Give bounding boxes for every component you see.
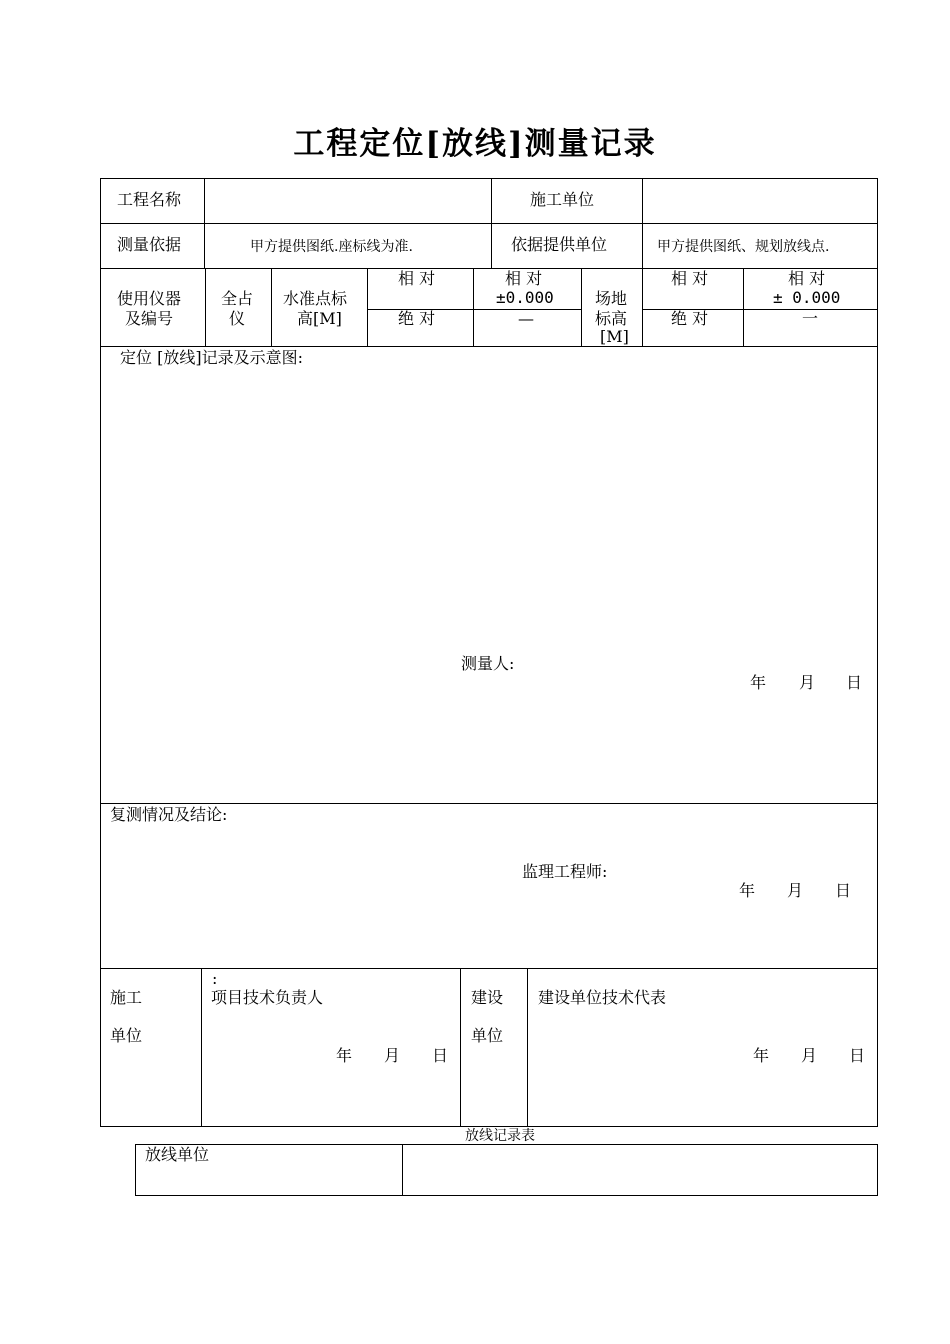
recheck-month-label: 月: [787, 881, 804, 900]
surveyor-label: 测量人:: [461, 654, 515, 673]
basis-provider-label: 依据提供单位: [511, 235, 608, 254]
site-relative-label: 相 对: [671, 269, 709, 288]
benchmark-relative-value: ±0.000: [496, 288, 554, 307]
recheck-day-label: 日: [835, 881, 852, 900]
owner-rep-year-label: 年: [753, 1046, 770, 1065]
instrument-value-line1: 全占: [221, 289, 254, 308]
site-relative-heading: 相 对: [788, 269, 826, 288]
benchmark-label-line1: 水准点标: [283, 289, 348, 308]
instrument-label-line1: 使用仪器: [117, 289, 182, 308]
owner-rep-label: 建设单位技术代表: [538, 988, 667, 1007]
benchmark-relative-label: 相 对: [398, 269, 436, 288]
owner-rep-day-label: 日: [849, 1046, 866, 1065]
basis-provider-value: 甲方提供图纸、规划放线点.: [657, 239, 830, 255]
owner-rep-month-label: 月: [801, 1046, 818, 1065]
basis-value: 甲方提供图纸.座标线为准.: [250, 239, 413, 255]
basis-label: 测量依据: [117, 235, 182, 254]
record-month-label: 月: [799, 673, 816, 692]
owner-unit-sign-label-line1: 建设: [471, 988, 504, 1007]
owner-unit-sign-label-line2: 单位: [471, 1026, 504, 1045]
tech-lead-day-label: 日: [432, 1046, 449, 1065]
site-absolute-label: 绝 对: [671, 309, 709, 328]
construction-unit-sign-label-line2: 单位: [110, 1026, 143, 1045]
construction-unit-sign-label-line1: 施工: [110, 988, 143, 1007]
construction-unit-label: 施工单位: [530, 190, 595, 209]
recheck-year-label: 年: [739, 881, 756, 900]
tech-lead-label: 项目技术负责人: [211, 988, 324, 1007]
tech-lead-month-label: 月: [384, 1046, 401, 1065]
record-label: 定位 [放线]记录及示意图:: [120, 348, 303, 367]
site-absolute-value: 一: [802, 309, 819, 328]
table-caption: 放线记录表: [465, 1129, 535, 1144]
project-name-label: 工程名称: [117, 190, 182, 209]
tech-lead-colon: :: [212, 969, 218, 988]
benchmark-absolute-label: 绝 对: [398, 309, 436, 328]
record-day-label: 日: [846, 673, 863, 692]
site-elevation-label-line1: 场地: [595, 289, 628, 308]
record-year-label: 年: [750, 673, 767, 692]
benchmark-label-line2: 高[M]: [297, 309, 342, 328]
instrument-label-line2: 及编号: [125, 309, 174, 328]
site-relative-value: ± 0.000: [773, 288, 841, 307]
recheck-label: 复测情况及结论:: [110, 805, 228, 824]
supervisor-label: 监理工程师:: [522, 862, 608, 881]
benchmark-relative-heading: 相 对: [505, 269, 543, 288]
benchmark-absolute-value: —: [518, 309, 534, 328]
survey-unit-label: 放线单位: [145, 1145, 210, 1164]
tech-lead-year-label: 年: [336, 1046, 353, 1065]
page-title: 工程定位[放线]测量记录: [293, 126, 657, 162]
site-elevation-label-line2: 标高: [595, 309, 628, 328]
site-elevation-label-line3: [M]: [600, 327, 629, 346]
instrument-value-line2: 仪: [229, 309, 246, 328]
